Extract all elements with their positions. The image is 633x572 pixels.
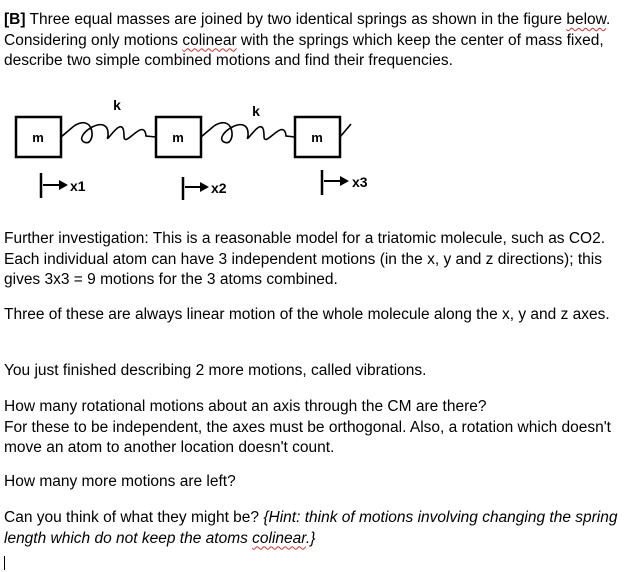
- paragraph-remaining: How many more motions are left?: [4, 473, 236, 490]
- mass-2: [156, 117, 201, 157]
- displacement-1-label: x1: [70, 178, 86, 194]
- hint-text-b: .}: [305, 529, 316, 547]
- mass-1-label: m: [32, 130, 44, 145]
- displacement-3: [322, 170, 368, 195]
- problem-text-a: Three equal masses are joined by two identical springs as shown in the figure: [25, 11, 567, 28]
- problem-text-b: . Considering only motions: [4, 11, 611, 49]
- spellcheck-word-colinear: colinear: [182, 31, 237, 49]
- problem-statement: [4, 10, 624, 72]
- problem-text-c: with the springs which keep the center of mass fixed, describe two simple combined motions and find their frequencies.: [4, 31, 604, 69]
- rotations-question: How many rotational motions about an axis through the CM are there?: [4, 398, 487, 415]
- spellcheck-word-colinear-2: colinear: [252, 529, 306, 547]
- right-wall-stub: [340, 124, 351, 137]
- mass-spring-figure: [0, 90, 420, 210]
- displacement-2-label: x2: [211, 180, 227, 196]
- paragraph-hint: [4, 508, 624, 549]
- mass-2-label: m: [172, 130, 184, 145]
- hint-question: Can you think of what they might be?: [4, 509, 264, 526]
- mass-3-label: m: [311, 130, 323, 145]
- mass-1: [16, 117, 61, 157]
- paragraph-further-investigation: Further investigation: This is a reasonable model for a triatomic molecule, such as CO2. Each individual atom can have 3 independent motions (in the x, y and z directions); this gives 3x3 = 9 motions for the 3 atoms combined.: [4, 230, 606, 288]
- problem-label: [B]: [4, 11, 26, 28]
- spring-1: [61, 123, 156, 143]
- paragraph-vibrations: You just finished describing 2 more motions, called vibrations.: [4, 362, 427, 379]
- mass-3: [295, 117, 340, 157]
- spring-2: [201, 123, 295, 143]
- spring-2-label: k: [252, 103, 260, 119]
- displacement-3-label: x3: [352, 174, 368, 190]
- displacement-2: [183, 177, 227, 200]
- spellcheck-word-below: below: [566, 11, 606, 28]
- text-cursor: [4, 556, 5, 570]
- rotations-note: For these to be independent, the axes must be orthogonal. Also, a rotation which doesn't move an atom to another location doesn't count.: [4, 418, 611, 456]
- paragraph-rotations: [4, 397, 624, 459]
- hint-text-a: {Hint: think of motions involving changing the spring length which do not keep the atoms: [4, 509, 618, 547]
- paragraph-linear-motions: Three of these are always linear motion of the whole molecule along the x, y and z axes.: [4, 306, 610, 323]
- spring-1-label: k: [113, 97, 121, 113]
- displacement-1: [41, 173, 86, 198]
